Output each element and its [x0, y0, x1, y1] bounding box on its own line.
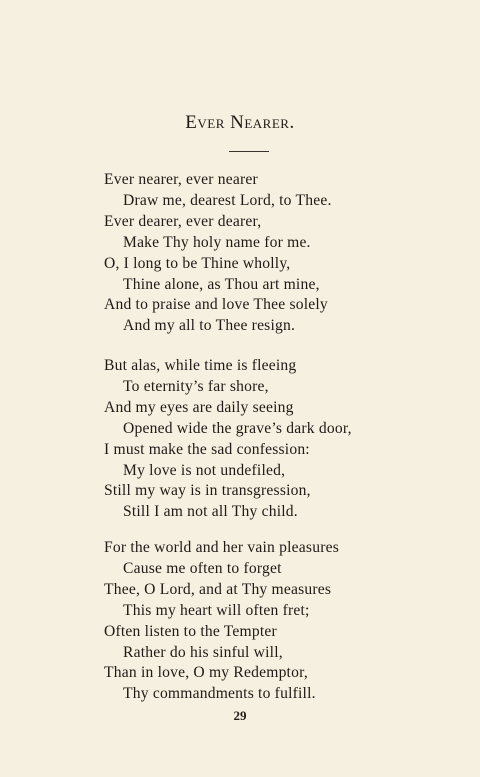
verse-line: And my all to Thee resign.: [123, 317, 296, 335]
stanza-2: [104, 356, 464, 523]
verse-line: Still I am not all Thy child.: [123, 503, 298, 521]
verse-line: This my heart will often fret;: [123, 601, 310, 619]
poem-title: Ever Nearer.: [185, 112, 295, 133]
verse-line: I must make the sad confession:: [104, 440, 310, 458]
stanza-3: [104, 538, 464, 705]
verse-line: Opened wide the grave’s dark door,: [123, 419, 352, 437]
verse-line: Thy commandments to fulfill.: [123, 685, 316, 703]
verse-line: Draw me, dearest Lord, to Thee.: [123, 191, 332, 209]
verse-line: Than in love, O my Redemptor,: [104, 664, 308, 682]
verse-line: Rather do his sinful will,: [123, 643, 283, 661]
verse-line: O, I long to be Thine wholly,: [104, 254, 291, 272]
verse-line: Thee, O Lord, and at Thy measures: [104, 580, 332, 598]
verse-line: Ever dearer, ever dearer,: [104, 212, 262, 230]
verse-line: And my eyes are daily seeing: [104, 398, 294, 416]
page-number: 29: [233, 708, 247, 723]
verse-line: Cause me often to forget: [123, 559, 282, 577]
verse-line: Make Thy holy name for me.: [123, 233, 311, 251]
verse-line: Ever nearer, ever nearer: [104, 171, 258, 188]
verse-line: But alas, while time is fleeing: [104, 357, 297, 374]
stanza-1: [104, 170, 464, 337]
verse-line: Often listen to the Tempter: [104, 622, 277, 640]
verse-line: Thine alone, as Thou art mine,: [123, 275, 320, 293]
verse-line: My love is not undefiled,: [123, 461, 286, 479]
verse-line: And to praise and love Thee solely: [104, 296, 328, 314]
title-divider: [229, 151, 269, 152]
verse-line: To eternity’s far shore,: [123, 377, 269, 395]
verse-line: Still my way is in transgression,: [104, 482, 311, 500]
verse-line: For the world and her vain pleasures: [104, 539, 339, 556]
